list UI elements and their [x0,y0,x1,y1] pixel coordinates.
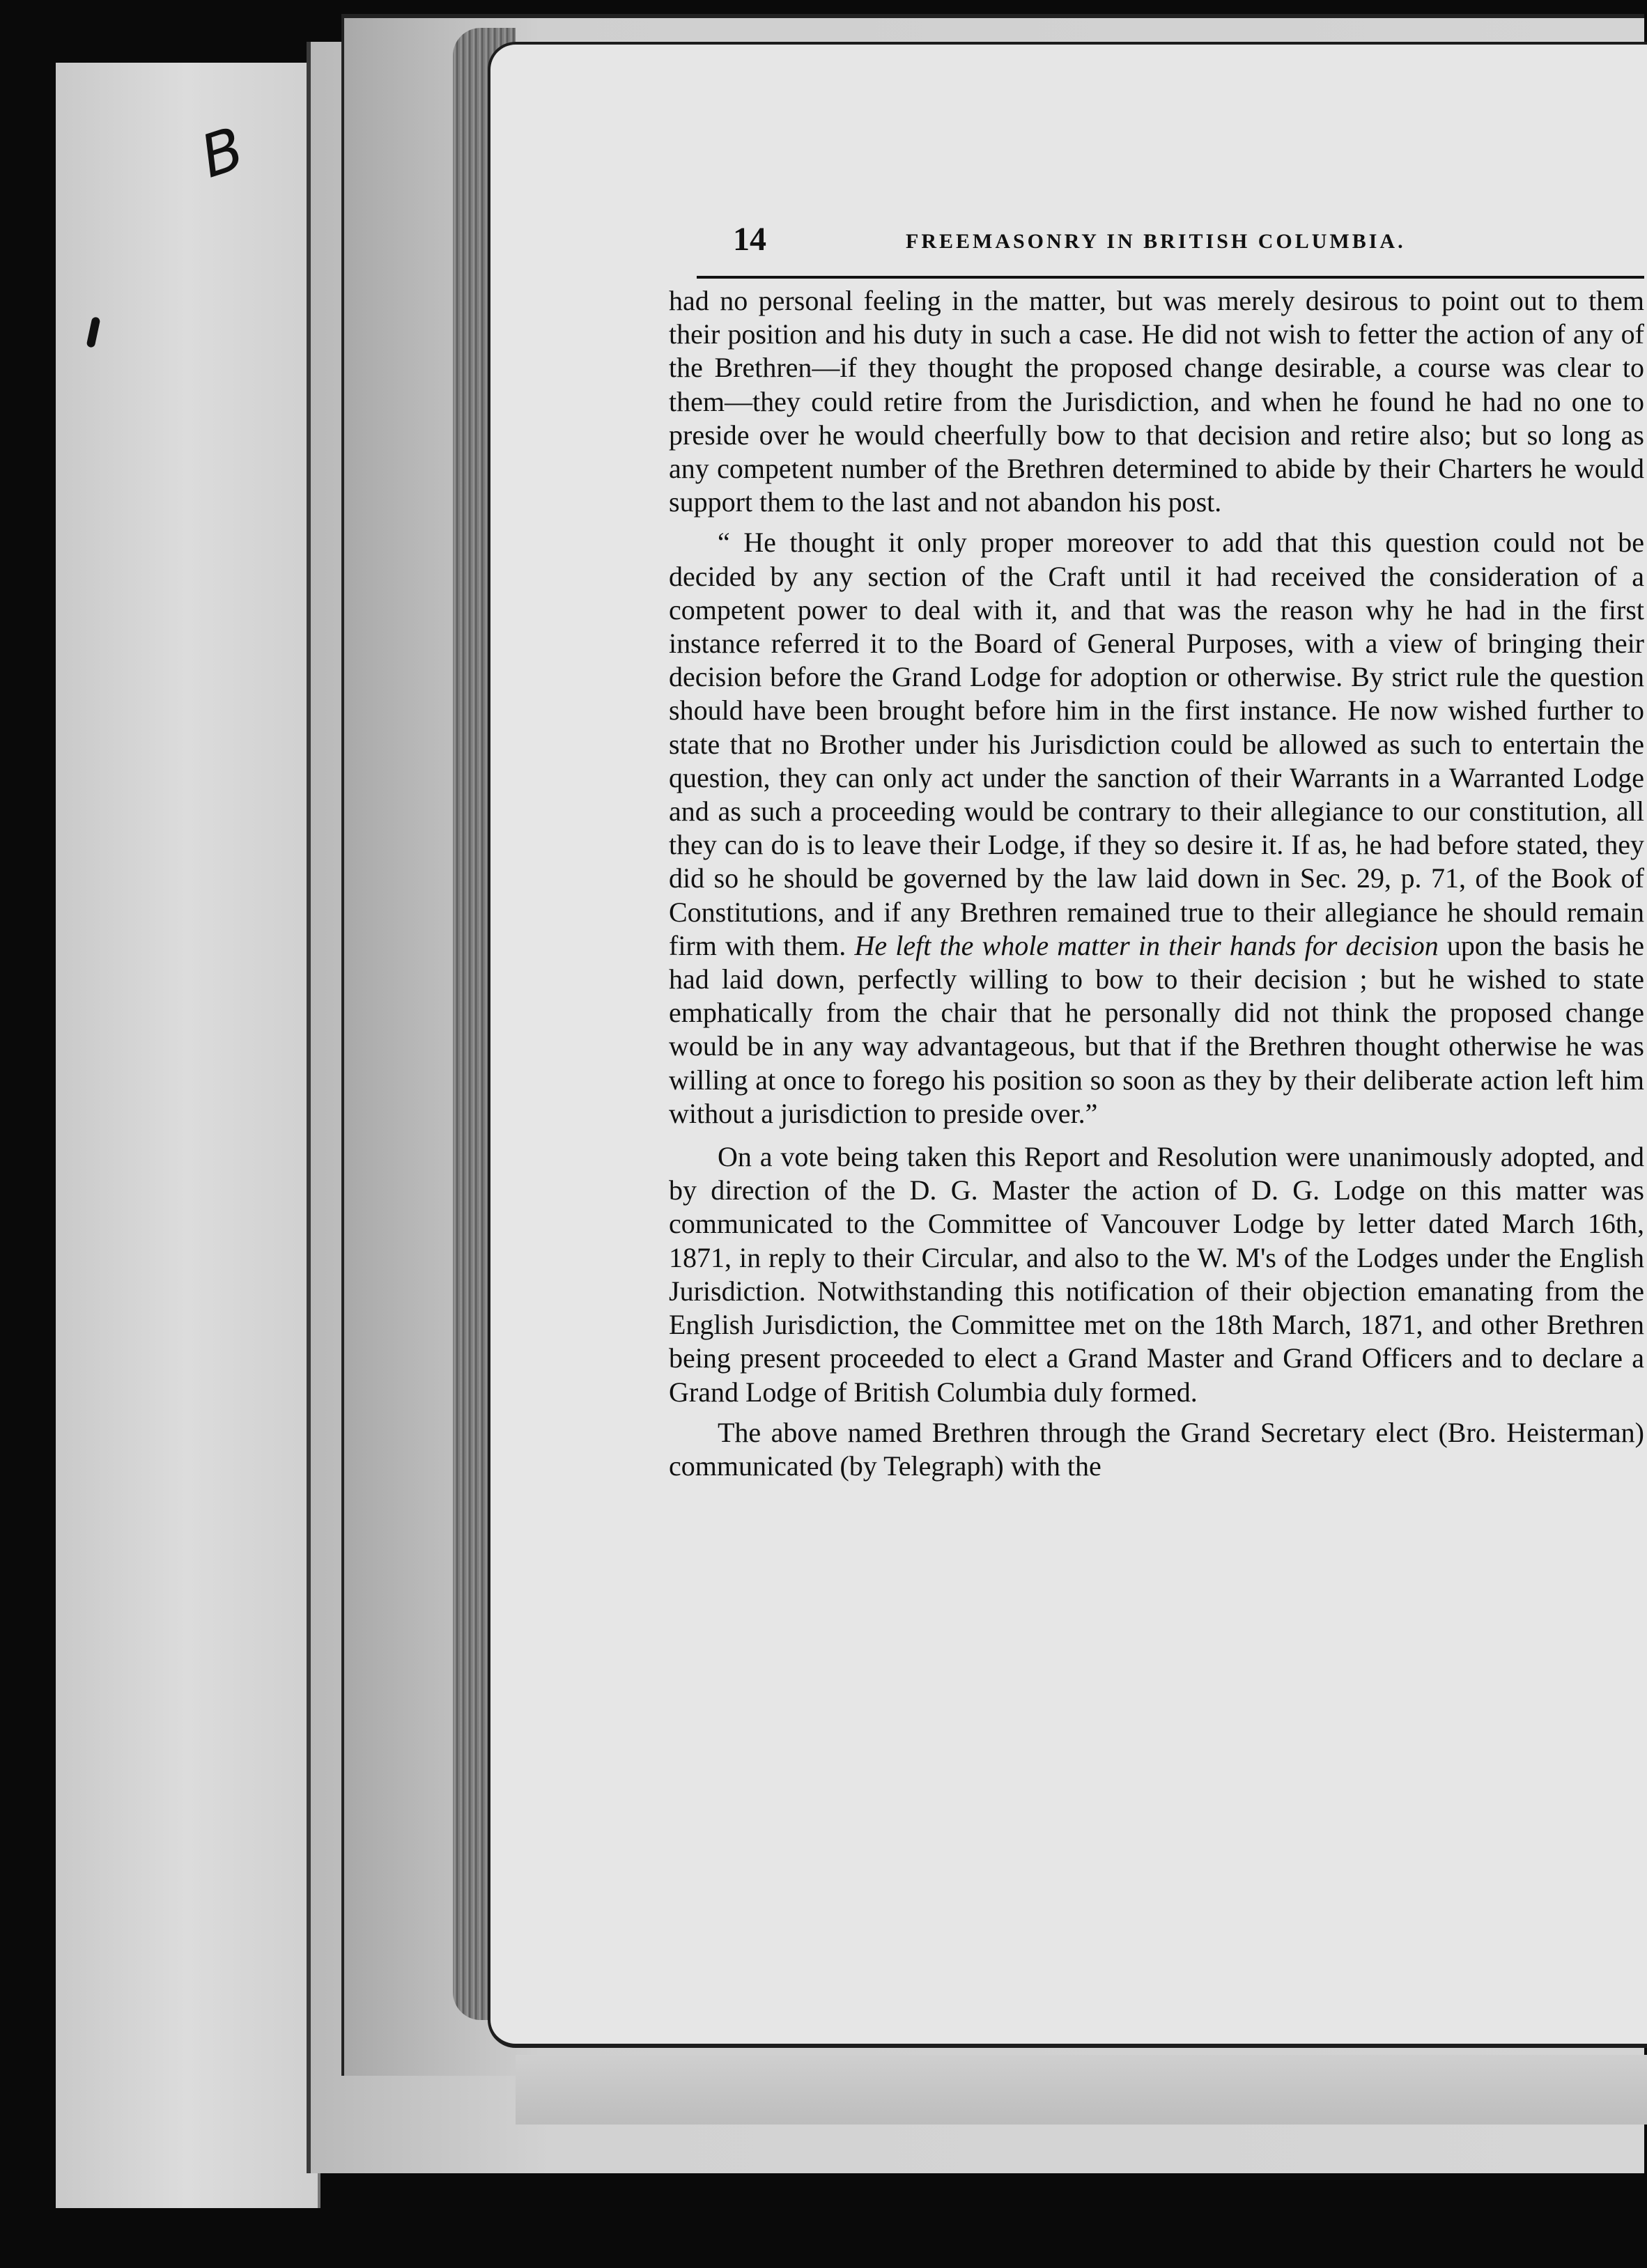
page-stack-bottom [516,2055,1647,2125]
page-number: 14 [733,221,766,258]
paragraph-2-italic: He left the whole matter in their hands for decision [854,929,1439,961]
paragraph-2-continued: upon the basis he had laid down, perfectly willing to bow to their decision ; but he wished to state emphatically from the chair that he personally did not think the proposed change would be in any way advantageous, but that if the Brethren thought otherwise he was willing at once to forego his position so soon as they by their deliberate action left him without a jurisdiction to preside over.” [669,929,1645,1129]
paragraph-2 [669,526,1644,1131]
pencil-marginal-mark: B [192,114,252,192]
back-page-sheet [56,63,320,2208]
running-head [697,220,1477,276]
paragraph-1: had no personal feeling in the matter, but was merely desirous to point out to them their position and his duty in such a case. He did not wish to fetter the action of any of the Brethren—if they thought the proposed change desirable, a course was clear to them—they could retire from the Jurisdiction, and when he found he had no one to preside over he would cheerfully bow to that decision and retire also; but so long as any competent number of the Brethren determined to abide by their Charters he would support them to the last and not abandon his post. [669,285,1644,518]
header-rule [697,276,1644,279]
running-head-title: FREEMASONRY IN BRITISH COLUMBIA. [906,230,1406,253]
paragraph-3: On a vote being taken this Report and Resolution were unanimously adopted, and by direction of the D. G. Master the action of D. G. Lodge on this matter was communicated to the Committee of Vancouver Lodge by letter dated March 16th, 1871, in reply to their Circular, and also to the W. M's of the Lodges under the English Jurisdiction. Notwithstanding this notification of their objection emanating from the English Jurisdiction, the Committee met on the 18th March, 1871, and other Brethren being present proceeded to elect a Grand Master and Grand Officers and to declare a Grand Lodge of British Columbia duly formed. [669,1141,1644,1408]
body-text [669,284,1644,1483]
paragraph-2-text: “ He thought it only proper moreover to add that this question could not be decided by any section of the Craft until it had received the consideration of a competent power to deal with it, and that was the reason why he had in the first instance referred it to the Board of General Purposes, with a view of bringing their decision before the Grand Lodge for adoption or otherwise. By strict rule the question should have been brought before him in the first instance. He now wished further to state that no Brother under his Jurisdiction could be allowed as such to entertain the question, they can only act under the sanction of their Warrants in a Warranted Lodge and as such a proceeding would be contrary to their allegiance to our constitution, all they can do is to leave their Lodge, if they so desire it. If as, he had before stated, they did so he should be governed by the law laid down in Sec. 29, p. 71, of the Book of Constitutions, and if any Brethren remained true to their allegiance he should remain firm with them. [669,527,1644,961]
paragraph-4: The above named Brethren through the Grand Secretary elect (Bro. Heisterman) communicated (by Telegraph) with the [669,1416,1644,1482]
